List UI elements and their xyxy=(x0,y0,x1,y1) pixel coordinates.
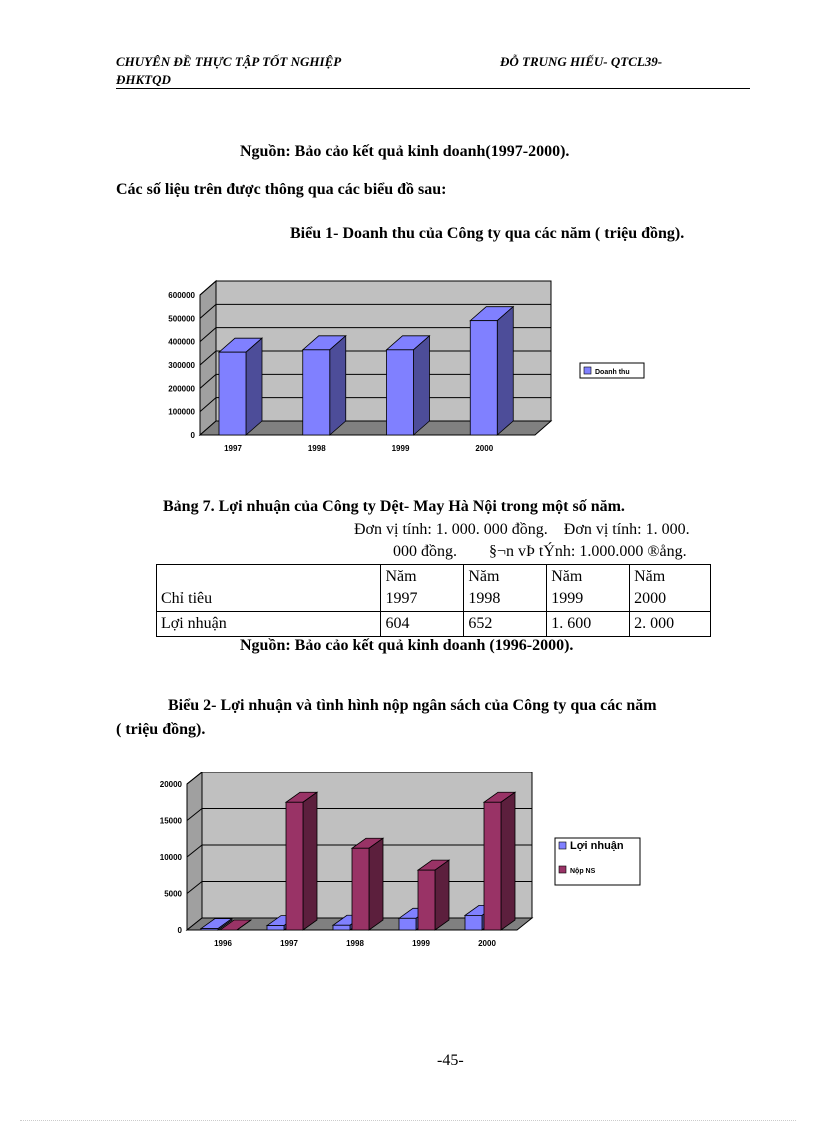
x-tick-label: 1999 xyxy=(391,444,410,453)
year-value: 1999 xyxy=(551,590,584,607)
source-note-2: Nguồn: Bảo cảo kết quả kinh doanh (1996-2000). xyxy=(240,637,574,654)
table-header-row xyxy=(157,565,711,612)
bar-side xyxy=(414,336,430,435)
legend-label: Doanh thu xyxy=(595,369,630,376)
bar-lợi-nhuận xyxy=(399,918,416,930)
bar-lợi-nhuận xyxy=(201,929,218,930)
bar-side xyxy=(501,792,515,930)
table-header-year xyxy=(547,565,630,612)
bar-nộp-ns xyxy=(484,802,501,930)
y-tick-label: 500000 xyxy=(168,314,195,324)
x-tick-label: 1997 xyxy=(280,939,298,948)
intro-text: Các số liệu trên được thông qua các biểu đồ sau: xyxy=(116,181,447,198)
chart2-caption-line2: ( triệu đồng). xyxy=(116,721,206,738)
year-label: Năm xyxy=(551,568,583,585)
page-number: -45- xyxy=(437,1052,464,1069)
bar-lợi-nhuận xyxy=(333,925,350,930)
year-label: Năm xyxy=(385,568,417,585)
table-cell: 604 xyxy=(381,612,464,637)
y-tick-label: 300000 xyxy=(168,361,195,370)
x-tick-label: 1999 xyxy=(412,939,430,948)
header-right: ĐỖ TRUNG HIẾU- QTCL39- xyxy=(500,54,663,69)
year-value: 1997 xyxy=(385,590,418,607)
table-cell: 2. 000 xyxy=(630,612,711,637)
table-unit-line2: 000 đồng. §¬n vÞ tÝnh: 1.000.000 ®ång. xyxy=(393,543,687,560)
legend-label: Lợi nhuận xyxy=(570,840,624,852)
table-header-label: Chỉ tiêu xyxy=(157,565,381,612)
table-row-label: Lợi nhuận xyxy=(157,612,381,637)
year-label: Năm xyxy=(468,568,500,585)
source-note-1: Nguồn: Bảo cảo kết quả kinh doanh(1997-2000). xyxy=(240,143,570,160)
year-label: Năm xyxy=(634,568,666,585)
page-bottom-border xyxy=(20,1120,796,1121)
legend-swatch xyxy=(559,866,566,873)
bar-doanh-thu xyxy=(303,350,330,435)
x-tick-label: 2000 xyxy=(475,444,494,453)
table-header-year xyxy=(464,565,547,612)
x-tick-label: 1998 xyxy=(346,939,364,948)
bar-side xyxy=(330,336,346,435)
legend-swatch xyxy=(584,367,591,374)
bar-side xyxy=(435,860,449,930)
y-tick-label: 600000 xyxy=(168,291,195,300)
header-left-line2: ĐHKTQD xyxy=(116,72,171,87)
bar-lợi-nhuận xyxy=(465,915,482,930)
bar-side xyxy=(369,838,383,930)
profit-table xyxy=(156,564,711,637)
bar-doanh-thu xyxy=(470,321,497,435)
table-header-year xyxy=(381,565,464,612)
chart2-profit-budget xyxy=(140,772,660,957)
y-tick-label: 400000 xyxy=(168,337,195,347)
table-row xyxy=(157,612,711,637)
bar-side xyxy=(497,307,513,435)
bar-side xyxy=(246,338,262,435)
table-caption: Bảng 7. Lợi nhuận của Công ty Dệt- May Hà Nội trong một số năm. xyxy=(163,498,625,515)
chart1-revenue xyxy=(150,275,670,465)
bar-nộp-ns xyxy=(352,848,369,930)
header-left-line1: CHUYÊN ĐỀ THỰC TẬP TỐT NGHIỆP xyxy=(116,54,342,69)
y-tick-label: 0 xyxy=(177,926,182,935)
table-cell: 652 xyxy=(464,612,547,637)
bar-nộp-ns xyxy=(286,802,303,930)
bar-doanh-thu xyxy=(219,352,246,435)
table-header-year xyxy=(630,565,711,612)
bar-lợi-nhuận xyxy=(267,926,284,930)
bar-nộp-ns xyxy=(418,870,435,930)
y-tick-label: 5000 xyxy=(164,889,182,899)
table-unit-line1: Đơn vị tính: 1. 000. 000 đồng. Đơn vị tính: 1. 000. xyxy=(354,521,690,538)
chart1-caption: Biểu 1- Doanh thu của Công ty qua các năm ( triệu đồng). xyxy=(290,225,685,242)
bar-side xyxy=(303,792,317,930)
x-tick-label: 1997 xyxy=(224,444,242,453)
year-value: 2000 xyxy=(634,590,667,607)
header-rule xyxy=(116,88,750,89)
y-tick-label: 100000 xyxy=(168,407,195,417)
x-tick-label: 2000 xyxy=(478,939,496,948)
y-tick-label: 200000 xyxy=(168,384,195,394)
legend-swatch xyxy=(559,842,566,849)
y-tick-label: 10000 xyxy=(159,853,182,862)
x-tick-label: 1996 xyxy=(214,939,232,948)
table-cell: 1. 600 xyxy=(547,612,630,637)
y-tick-label: 20000 xyxy=(159,780,182,789)
legend-label: Nộp NS xyxy=(570,868,596,875)
y-tick-label: 15000 xyxy=(159,816,182,826)
y-tick-label: 0 xyxy=(190,431,195,440)
x-tick-label: 1998 xyxy=(307,444,326,453)
bar-doanh-thu xyxy=(387,350,414,435)
year-value: 1998 xyxy=(468,590,501,607)
chart2-caption-line1: Biểu 2- Lợi nhuận và tình hình nộp ngân sách của Công ty qua các năm xyxy=(168,697,657,714)
